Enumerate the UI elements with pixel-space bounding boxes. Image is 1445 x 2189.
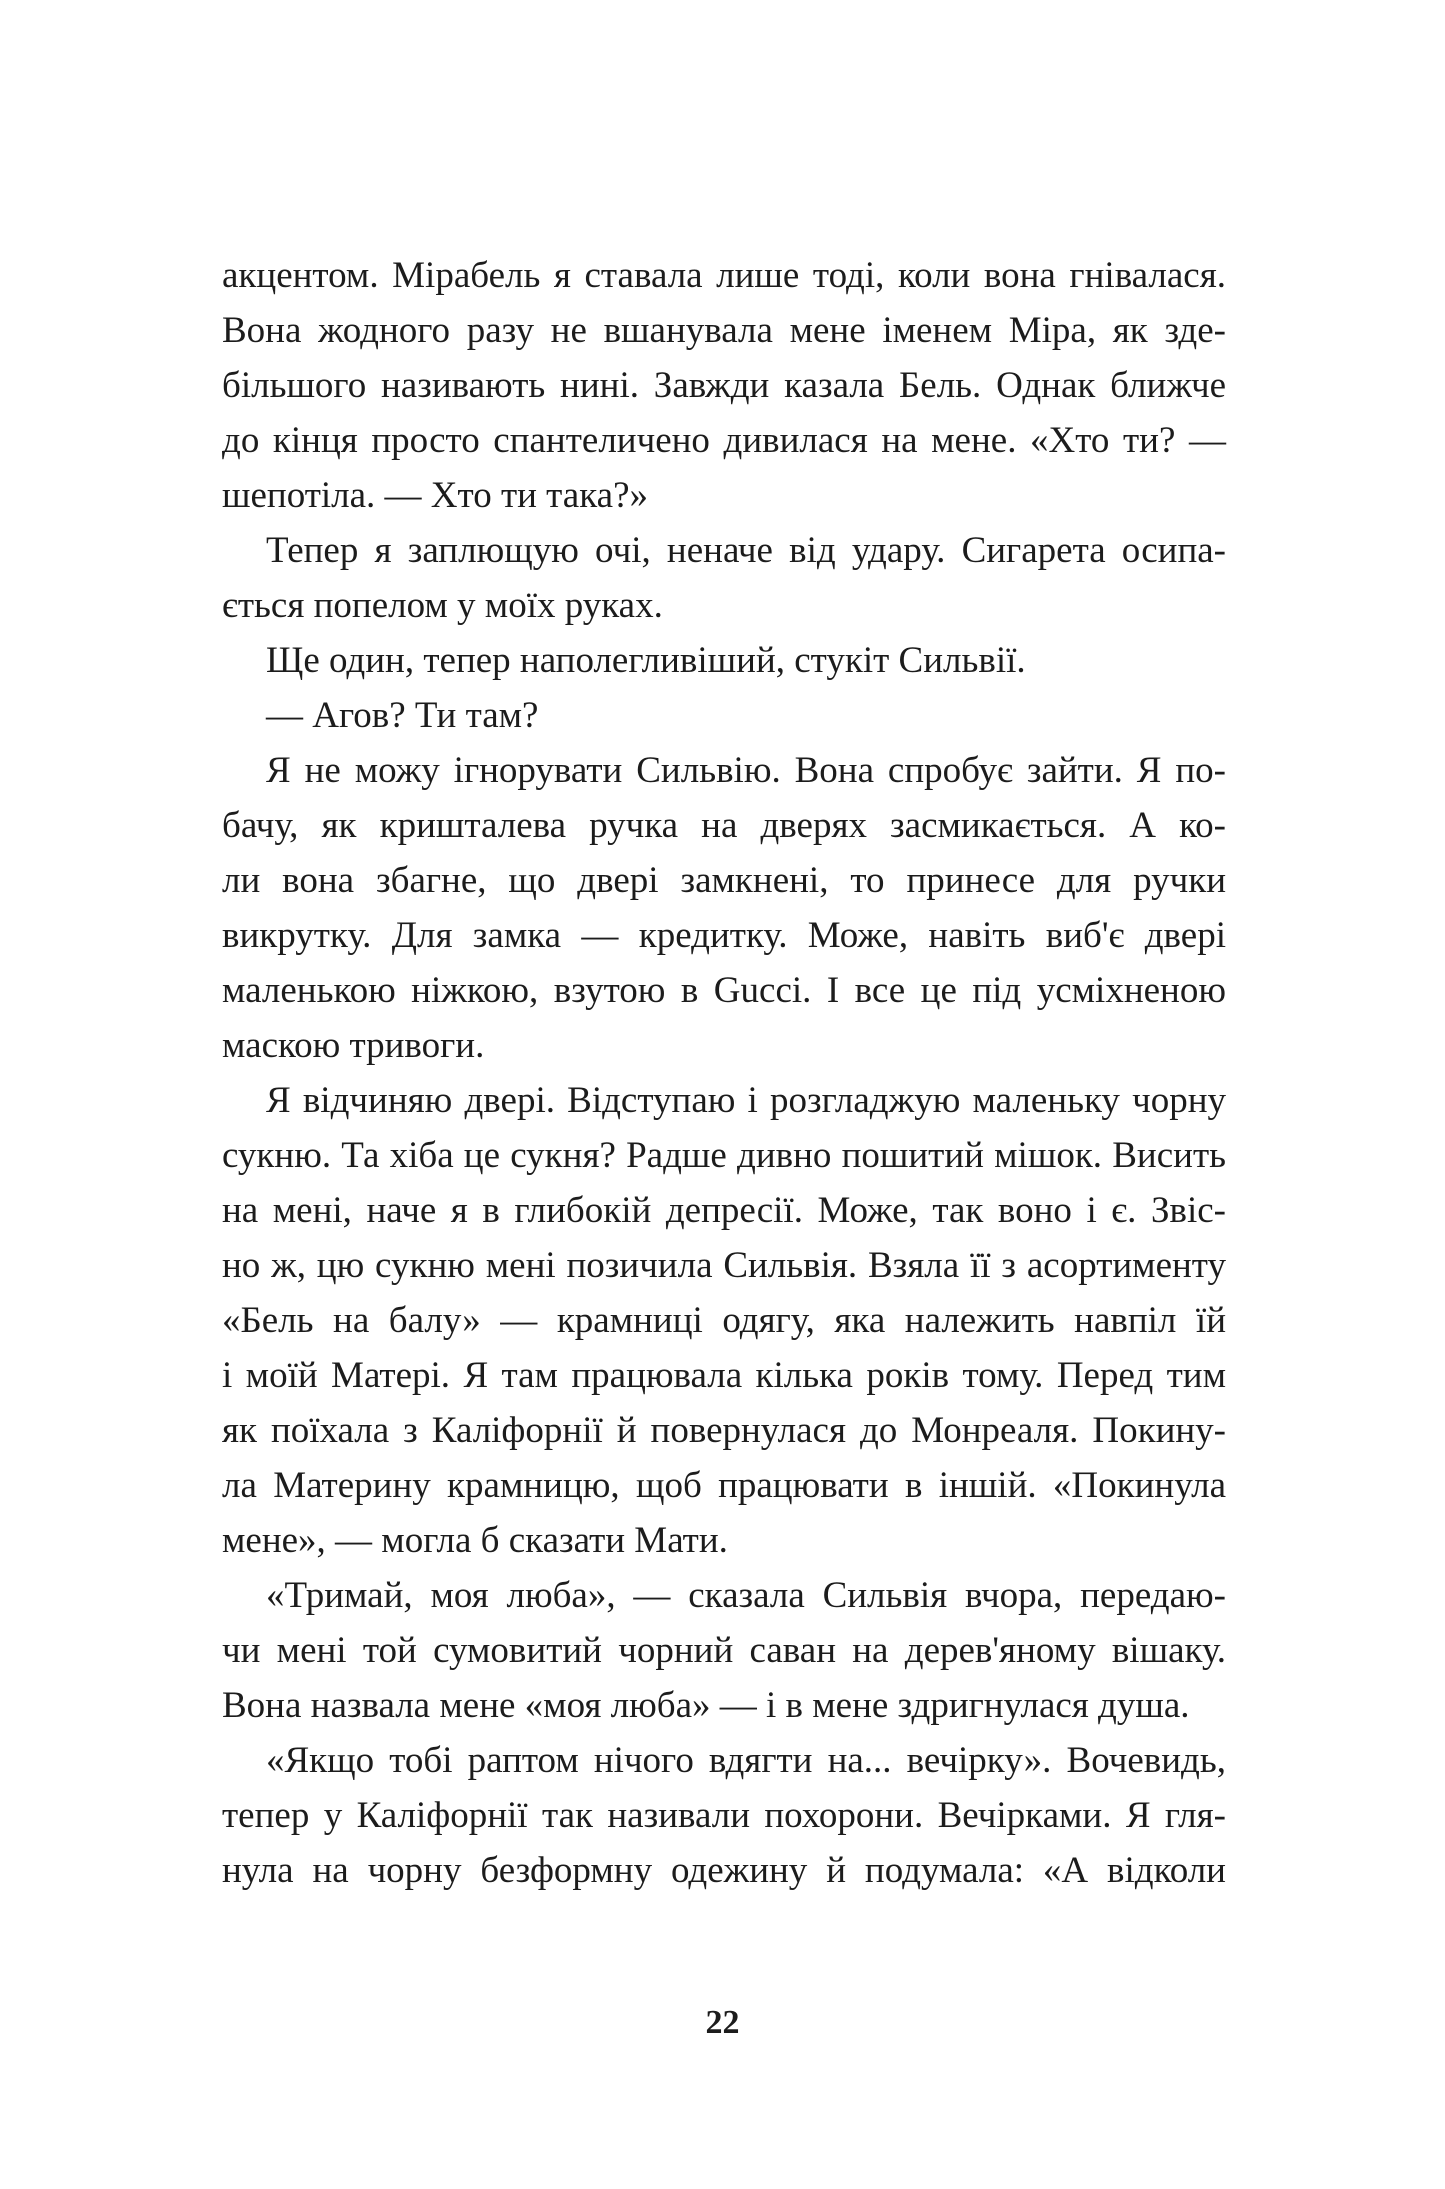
text-line: маленькою ніжкою, взутою в Gucci. І все це під усміхненою: [222, 970, 1226, 1011]
text-line: на мені, наче я в глибокій депресії. Може, так воно і є. Звіс-: [222, 1190, 1226, 1231]
text-line: шепотіла. — Хто ти така?»: [222, 475, 648, 516]
text-line: нула на чорну безформну одежину й подумала: «А відколи: [222, 1850, 1226, 1891]
text-line: акцентом. Мірабель я ставала лише тоді, коли вона гнівалася.: [222, 255, 1226, 296]
text-line: як поїхала з Каліфорнії й повернулася до Монреаля. Покину-: [222, 1410, 1226, 1451]
text-line: Тепер я заплющую очі, неначе від удару. Сигарета осипа-: [266, 530, 1226, 571]
text-line: Я відчиняю двері. Відступаю і розгладжую маленьку чорну: [266, 1080, 1226, 1121]
text-line: Вона назвала мене «моя люба» — і в мене здригнулася душа.: [222, 1685, 1190, 1726]
text-line: бачу, як кришталева ручка на дверях засмикається. А ко-: [222, 805, 1226, 846]
text-line: тепер у Каліфорнії так називали похорони. Вечірками. Я гля-: [222, 1795, 1226, 1836]
text-line: чи мені той сумовитий чорний саван на дерев'яному вішаку.: [222, 1630, 1226, 1671]
text-line: Я не можу ігнорувати Сильвію. Вона спробує зайти. Я по-: [266, 750, 1226, 791]
text-line: маскою тривоги.: [222, 1025, 485, 1066]
text-line: ла Материну крамницю, щоб працювати в іншій. «Покинула: [222, 1465, 1226, 1506]
text-line: сукню. Та хіба це сукня? Радше дивно пошитий мішок. Висить: [222, 1135, 1226, 1176]
text-line: викрутку. Для замка — кредитку. Може, навіть виб'є двері: [222, 915, 1226, 956]
text-line: до кінця просто спантеличено дивилася на мене. «Хто ти? —: [222, 420, 1226, 461]
text-line: — Агов? Ти там?: [266, 695, 539, 736]
body-text: [222, 248, 1226, 1898]
text-line: Ще один, тепер наполегливіший, стукіт Сильвії.: [266, 640, 1026, 681]
text-line: мене», — могла б сказати Мати.: [222, 1520, 728, 1561]
text-line: і моїй Матері. Я там працювала кілька років тому. Перед тим: [222, 1355, 1226, 1396]
text-line: ли вона збагне, що двері замкнені, то принесе для ручки: [222, 860, 1226, 901]
text-line: «Тримай, моя люба», — сказала Сильвія вчора, передаю-: [266, 1575, 1226, 1616]
text-line: Вона жодного разу не вшанувала мене іменем Міра, як зде-: [222, 310, 1226, 351]
text-line: більшого називають нині. Завжди казала Бель. Однак ближче: [222, 365, 1226, 406]
text-line: ється попелом у моїх руках.: [222, 585, 663, 626]
page-number: 22: [705, 2004, 740, 2041]
text-line: «Якщо тобі раптом нічого вдягти на... вечірку». Вочевидь,: [266, 1740, 1226, 1781]
text-line: «Бель на балу» — крамниці одягу, яка належить навпіл їй: [222, 1300, 1226, 1341]
text-line: но ж, цю сукню мені позичила Сильвія. Взяла її з асортименту: [222, 1245, 1226, 1286]
